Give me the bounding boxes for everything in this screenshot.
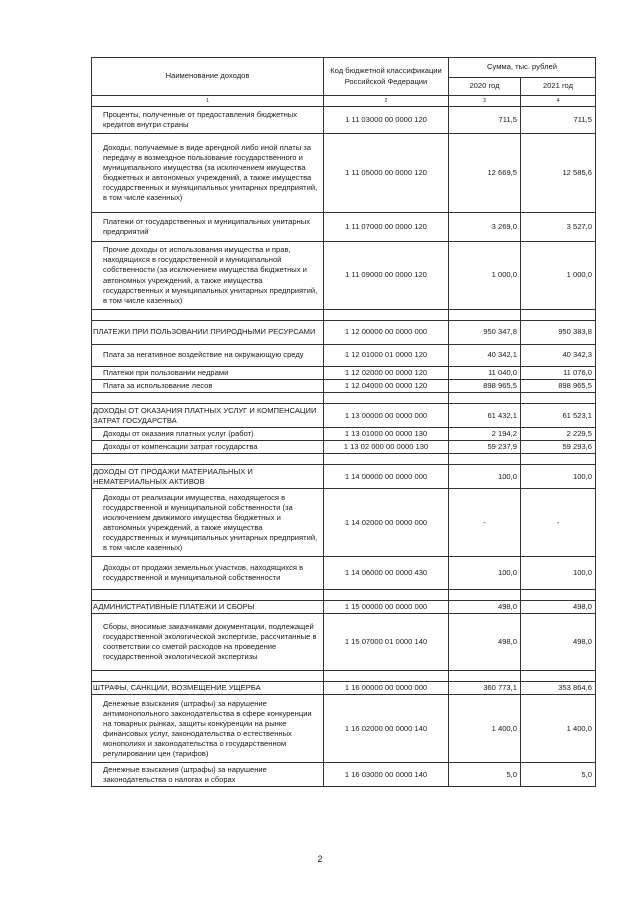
table-row: [92, 213, 596, 242]
row-code: 1 16 00000 00 0000 000: [324, 682, 449, 695]
row-value-2021: 1 000,0: [521, 242, 596, 310]
row-value-2020: 100,0: [449, 557, 521, 590]
table-row: [92, 404, 596, 428]
spacer-row: [92, 454, 596, 465]
row-code: 1 16 03000 00 0000 140: [324, 763, 449, 787]
row-value-2020: 61 432,1: [449, 404, 521, 428]
row-value-2020: 1 000,0: [449, 242, 521, 310]
row-value-2021: 3 527,0: [521, 213, 596, 242]
row-value-2021: 100,0: [521, 465, 596, 489]
column-number: 3: [449, 96, 521, 107]
row-value-2020: 711,5: [449, 107, 521, 134]
row-name: Доходы от продажи земельных участков, находящихся в государственной и муниципальной собственности: [92, 557, 324, 590]
row-code: 1 15 07000 01 0000 140: [324, 614, 449, 671]
spacer-row: [92, 310, 596, 321]
spacer-row: [92, 393, 596, 404]
table-row: [92, 601, 596, 614]
row-value-2021: 59 293,6: [521, 441, 596, 454]
table-row: [92, 107, 596, 134]
row-value-2021: 711,5: [521, 107, 596, 134]
row-name: ДОХОДЫ ОТ ОКАЗАНИЯ ПЛАТНЫХ УСЛУГ И КОМПЕНСАЦИИ ЗАТРАТ ГОСУДАРСТВА: [92, 404, 324, 428]
row-name: Сборы, вносимые заказчиками документации, подлежащей государственной экологической экспертизе, рассчитанные в соответствии со сметой расходов на проведение государственной экологической экспертизы: [92, 614, 324, 671]
header-code: Код бюджетной классификации Российской Федерации: [324, 58, 449, 96]
row-value-2020: 498,0: [449, 614, 521, 671]
table-row: [92, 763, 596, 787]
row-code: 1 15 00000 00 0000 000: [324, 601, 449, 614]
column-number: 1: [92, 96, 324, 107]
row-code: 1 12 02000 00 0000 120: [324, 367, 449, 380]
header-row: [92, 58, 596, 78]
row-value-2021: 1 400,0: [521, 695, 596, 763]
row-name: Проценты, полученные от предоставления бюджетных кредитов внутри страны: [92, 107, 324, 134]
table-row: [92, 489, 596, 557]
spacer-row: [92, 671, 596, 682]
row-code: 1 14 06000 00 0000 430: [324, 557, 449, 590]
row-code: 1 12 00000 00 0000 000: [324, 321, 449, 345]
table-row: [92, 695, 596, 763]
table-row: [92, 345, 596, 367]
table-row: [92, 380, 596, 393]
row-name: ДОХОДЫ ОТ ПРОДАЖИ МАТЕРИАЛЬНЫХ И НЕМАТЕРИАЛЬНЫХ АКТИВОВ: [92, 465, 324, 489]
row-code: 1 11 07000 00 0000 120: [324, 213, 449, 242]
row-value-2020: 2 194,2: [449, 428, 521, 441]
row-value-2021: 498,0: [521, 614, 596, 671]
row-value-2020: 1 400,0: [449, 695, 521, 763]
column-number: 2: [324, 96, 449, 107]
row-code: 1 14 00000 00 0000 000: [324, 465, 449, 489]
table-row: [92, 614, 596, 671]
row-name: Плата за использование лесов: [92, 380, 324, 393]
revenue-table: [91, 57, 596, 787]
row-value-2020: 40 342,1: [449, 345, 521, 367]
row-name: Плата за негативное воздействие на окружающую среду: [92, 345, 324, 367]
row-value-2021: 11 076,0: [521, 367, 596, 380]
table-row: [92, 428, 596, 441]
row-value-2020: -: [449, 489, 521, 557]
row-value-2021: 5,0: [521, 763, 596, 787]
row-code: 1 13 01000 00 0000 130: [324, 428, 449, 441]
row-name: АДМИНИСТРАТИВНЫЕ ПЛАТЕЖИ И СБОРЫ: [92, 601, 324, 614]
row-value-2021: 498,0: [521, 601, 596, 614]
row-code: 1 12 01000 01 0000 120: [324, 345, 449, 367]
header-sum: Сумма, тыс. рублей: [449, 58, 596, 78]
row-value-2021: 950 383,8: [521, 321, 596, 345]
table-row: [92, 321, 596, 345]
row-code: 1 11 03000 00 0000 120: [324, 107, 449, 134]
row-value-2020: 950 347,8: [449, 321, 521, 345]
row-code: 1 13 02 000 00 0000 130: [324, 441, 449, 454]
column-number-row: [92, 96, 596, 107]
row-value-2020: 59 237,9: [449, 441, 521, 454]
row-name: Доходы от оказания платных услуг (работ): [92, 428, 324, 441]
table-row: [92, 242, 596, 310]
row-code: 1 14 02000 00 0000 000: [324, 489, 449, 557]
row-name: Денежные взыскания (штрафы) за нарушение антимонопольного законодательства в сфере конкуренции на товарных рынках, защиты конкуренции на рынке финансовых услуг, законодательства о естественных монополиях и законодательства о государственном регулировании цен (тарифов): [92, 695, 324, 763]
header-name: Наименование доходов: [92, 58, 324, 96]
row-name: Платежи от государственных и муниципальных унитарных предприятий: [92, 213, 324, 242]
row-value-2020: 3 269,0: [449, 213, 521, 242]
row-code: 1 11 05000 00 0000 120: [324, 134, 449, 213]
row-name: Денежные взыскания (штрафы) за нарушение законодательства о налогах и сборах: [92, 763, 324, 787]
row-name: Платежи при пользовании недрами: [92, 367, 324, 380]
row-value-2020: 5,0: [449, 763, 521, 787]
row-code: 1 16 02000 00 0000 140: [324, 695, 449, 763]
row-value-2020: 100,0: [449, 465, 521, 489]
table-row: [92, 682, 596, 695]
row-name: ШТРАФЫ, САНКЦИИ, ВОЗМЕЩЕНИЕ УЩЕРБА: [92, 682, 324, 695]
row-value-2020: 12 669,5: [449, 134, 521, 213]
row-value-2021: 61 523,1: [521, 404, 596, 428]
row-code: 1 11 09000 00 0000 120: [324, 242, 449, 310]
row-name: Доходы, получаемые в виде арендной либо иной платы за передачу в возмездное пользование государственного и муниципального имущества (за исключением имущества бюджетных и автономных учреждений, а также имущества государственных и муниципальных унитарных предприятий, в том числе казенных): [92, 134, 324, 213]
table-row: [92, 134, 596, 213]
row-value-2021: 40 342,3: [521, 345, 596, 367]
row-name: Прочие доходы от использования имущества и прав, находящихся в государственной и муниципальной собственности (за исключением имущества бюджетных и автономных учреждений, а также имущества государственных и муниципальных унитарных предприятий, в том числе казенных): [92, 242, 324, 310]
header-year-2020: 2020 год: [449, 78, 521, 96]
row-value-2021: 12 585,6: [521, 134, 596, 213]
row-value-2020: 360 773,1: [449, 682, 521, 695]
row-value-2021: 2 229,5: [521, 428, 596, 441]
row-value-2021: -: [521, 489, 596, 557]
row-value-2020: 11 040,0: [449, 367, 521, 380]
row-value-2021: 898 965,5: [521, 380, 596, 393]
row-name: Доходы от реализации имущества, находящегося в государственной и муниципальной собственности (за исключением движимого имущества бюджетных и автономных учреждений, а также имущества государственных и муниципальных унитарных предприятий, в том числе казенных): [92, 489, 324, 557]
row-value-2020: 498,0: [449, 601, 521, 614]
table-row: [92, 465, 596, 489]
table-row: [92, 441, 596, 454]
spacer-row: [92, 590, 596, 601]
row-value-2020: 898 965,5: [449, 380, 521, 393]
row-code: 1 12 04000 00 0000 120: [324, 380, 449, 393]
page-number: 2: [317, 854, 323, 864]
header-year-2021: 2021 год: [521, 78, 596, 96]
row-value-2021: 100,0: [521, 557, 596, 590]
row-name: ПЛАТЕЖИ ПРИ ПОЛЬЗОВАНИИ ПРИРОДНЫМИ РЕСУРСАМИ: [92, 321, 324, 345]
row-code: 1 13 00000 00 0000 000: [324, 404, 449, 428]
table-row: [92, 367, 596, 380]
row-name: Доходы от компенсации затрат государства: [92, 441, 324, 454]
row-value-2021: 353 864,6: [521, 682, 596, 695]
table-row: [92, 557, 596, 590]
column-number: 4: [521, 96, 596, 107]
